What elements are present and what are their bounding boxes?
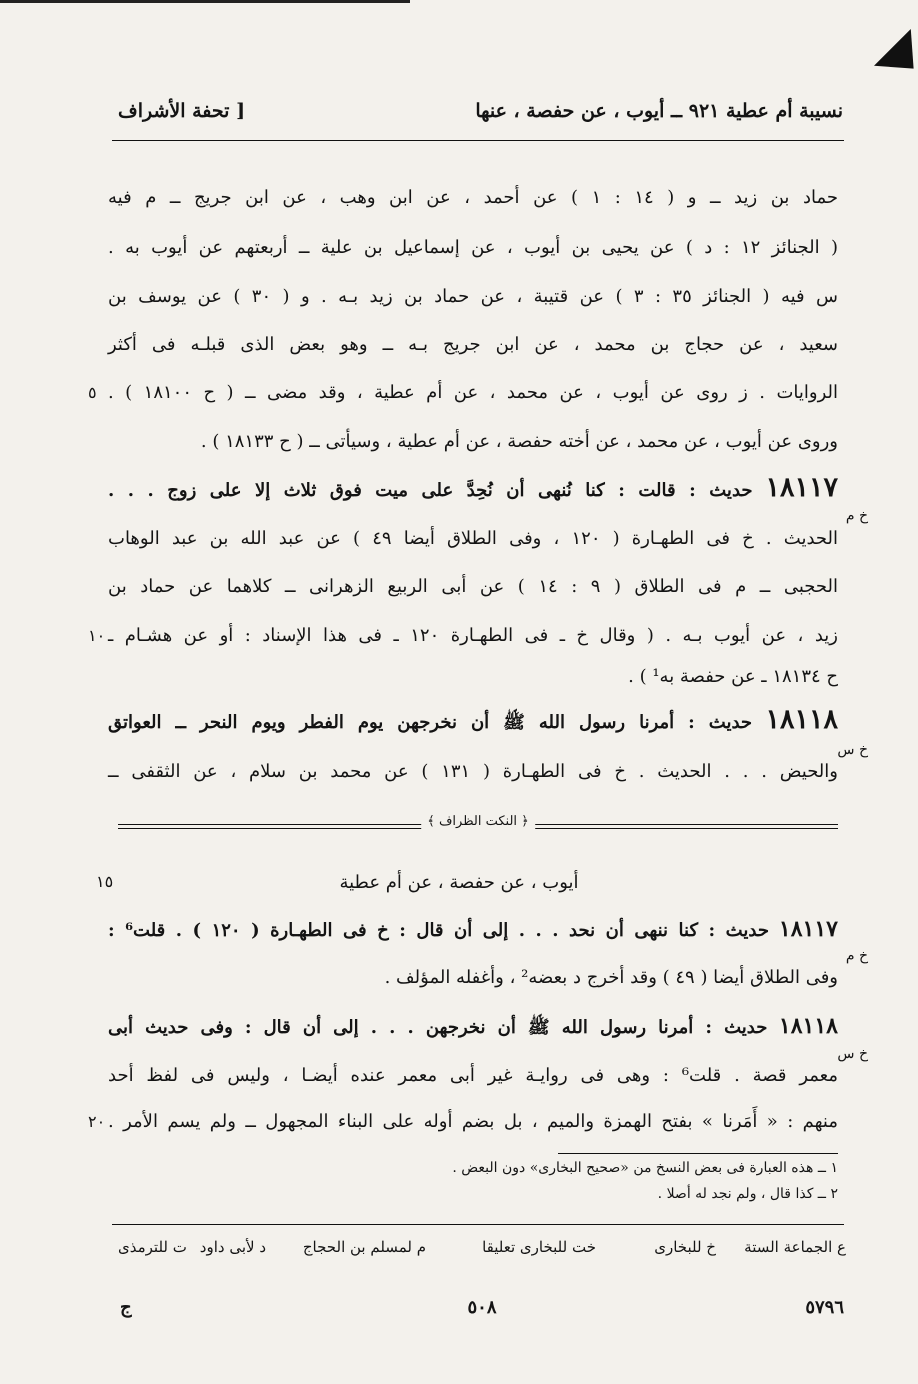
body-line: سعيد ، عن حجاج بن محمد ، عن ابن جريج بـه ــ وهو بعض الذى قبلـه فى أكثر	[108, 334, 838, 355]
margin-line-number: ١٠	[88, 626, 106, 645]
scan-edge-line	[0, 0, 410, 3]
volume-page-number: ٥٧٩٦	[805, 1297, 844, 1318]
hadith-sigla: خ س	[837, 742, 868, 758]
nukat-text: حديث : كنا ننهى أن نحد . . . إلى أن قال : خ فى الطهـارة ( ١٢٠ ) . قلت⁶ :	[108, 920, 769, 941]
legend-item: خت للبخارى تعليقا	[482, 1238, 596, 1256]
footnote-rule	[558, 1153, 838, 1154]
hadith-sigla: خ س	[837, 1046, 868, 1062]
body-line: الروايات . ز روى عن أيوب ، عن محمد ، عن أم عطية ، وقد مضى ــ ( ح ١٨١٠٠ ) .	[108, 382, 839, 403]
hadith-line: زيد ، عن أيوب بـه . ( وقال خ ـ فى الطهـارة ١٢٠ ـ فى هذا الإسناد : أو عن هشـام ـ	[108, 625, 838, 646]
nukat-line: منهم : « أَمَرنا » بفتح الهمزة والميم ، بل بضم أوله على البناء المجهول ــ ولم يسم الأمر .	[108, 1111, 838, 1132]
hadith-sigla: خ م	[845, 508, 868, 524]
body-line: حماد بن زيد ــ و ( ١٤ : ١ ) عن أحمد ، عن ابن وهب ، عن ابن جريج ــ م فيه	[108, 187, 838, 208]
nukat-line: وفى الطلاق أيضا ( ٤٩ ) وقد أخرج د بعضه² ، وأغفله المؤلف .	[384, 967, 838, 988]
page-footer	[120, 1297, 844, 1323]
hadith-sigla: خ م	[845, 948, 868, 964]
hadith-18118-first-line	[108, 704, 838, 735]
margin-line-number: ١٥	[96, 872, 114, 891]
section-separator	[118, 816, 838, 838]
body-line: وروى عن أيوب ، عن محمد ، عن أخته حفصة ، عن أم عطية ، وسيأتى ــ ( ح ١٨١٣٣ ) .	[200, 431, 838, 452]
legend-item: خ للبخارى	[654, 1238, 716, 1256]
legend-item: م لمسلم بن الحجاج	[302, 1238, 426, 1256]
nukat-18118-first-line	[108, 1014, 838, 1040]
margin-line-number: ٢٠	[88, 1112, 106, 1131]
page-number: ٥٠٨	[467, 1297, 497, 1318]
header-title: نسيبة أم عطية ٩٢١ ــ أيوب ، عن حفصة ، عنها	[475, 100, 843, 122]
hadith-18117-first-line	[108, 472, 838, 503]
hadith-line: الحديث . خ فى الطهـارة ( ١٢٠ ، وفى الطلاق أيضا ٤٩ ) عن عبد الله بن عبد الوهاب	[108, 528, 839, 549]
hadith-line: والحيض . . . الحديث . خ فى الطهـارة ( ١٣١ ) عن محمد بن سلام ، عن الثقفى ــ	[108, 761, 838, 782]
hadith-text: حديث : أمرنا رسول الله ﷺ أن نخرجهن يوم الفطر ويوم النحر ــ العواتق	[108, 712, 753, 733]
abbreviation-legend	[118, 1238, 846, 1264]
legend-item: ت للترمذى	[118, 1238, 187, 1256]
nukat-18117-first-line	[108, 917, 838, 943]
running-header	[110, 100, 843, 132]
volume-mark: ج	[120, 1297, 132, 1318]
section-heading: أيوب ، عن حفصة ، عن أم عطية	[339, 872, 579, 893]
hadith-line: ح ١٨١٣٤ ـ عن حفصة به¹ ) .	[628, 666, 838, 687]
page-corner-mark	[874, 29, 918, 87]
body-line: ( الجنائز ١٢ : د ) عن يحيى بن أيوب ، عن إسماعيل بن علية ــ أربعتهم عن أيوب به .	[108, 237, 838, 258]
nukat-line: معمر قصة . قلت⁶ : وهى فى روايـة غير أبى معمر عنده أيضـا ، وليس فى لفظ أحد	[108, 1065, 839, 1086]
margin-line-number: ٥	[88, 383, 97, 402]
legend-item: ع الجماعة الستة	[744, 1238, 846, 1256]
hadith-number: ١٨١١٨	[778, 1013, 838, 1039]
hadith-number: ١٨١١٧	[778, 916, 838, 942]
separator-label: ﴿ النكت الظراف ﴾	[421, 814, 535, 829]
legend-rule	[112, 1224, 844, 1225]
footnote: ١ ــ هذه العبارة فى بعض النسخ من «صحيح البخارى» دون البعض .	[452, 1160, 838, 1176]
hadith-number: ١٨١١٧	[765, 472, 838, 503]
hadith-number: ١٨١١٨	[765, 704, 838, 735]
hadith-line: الحجبى ــ م فى الطلاق ( ٩ : ١٤ ) عن أبى الربيع الزهرانى ــ كلاهما عن حماد بن	[108, 576, 838, 597]
nukat-text: حديث : أمرنا رسول الله ﷺ أن نخرجهن . . . إلى أن قال : وفى حديث أبى	[108, 1017, 768, 1038]
header-rule	[112, 140, 844, 141]
hadith-text: حديث : قالت : كنا نُنهى أن نُحِدَّ على ميت فوق ثلاث إلا على زوج . . .	[108, 480, 753, 501]
body-line: س فيه ( الجنائز ٣٥ : ٣ ) عن قتيبة ، عن حماد بن زيد بـه . و ( ٣٠ ) عن يوسف بن	[108, 286, 839, 307]
legend-item: د لأبى داود	[199, 1238, 266, 1256]
header-book-title: [ تحفة الأشراف	[118, 100, 246, 122]
footnote: ٢ ــ كذا قال ، ولم نجد له أصلا .	[657, 1186, 838, 1202]
